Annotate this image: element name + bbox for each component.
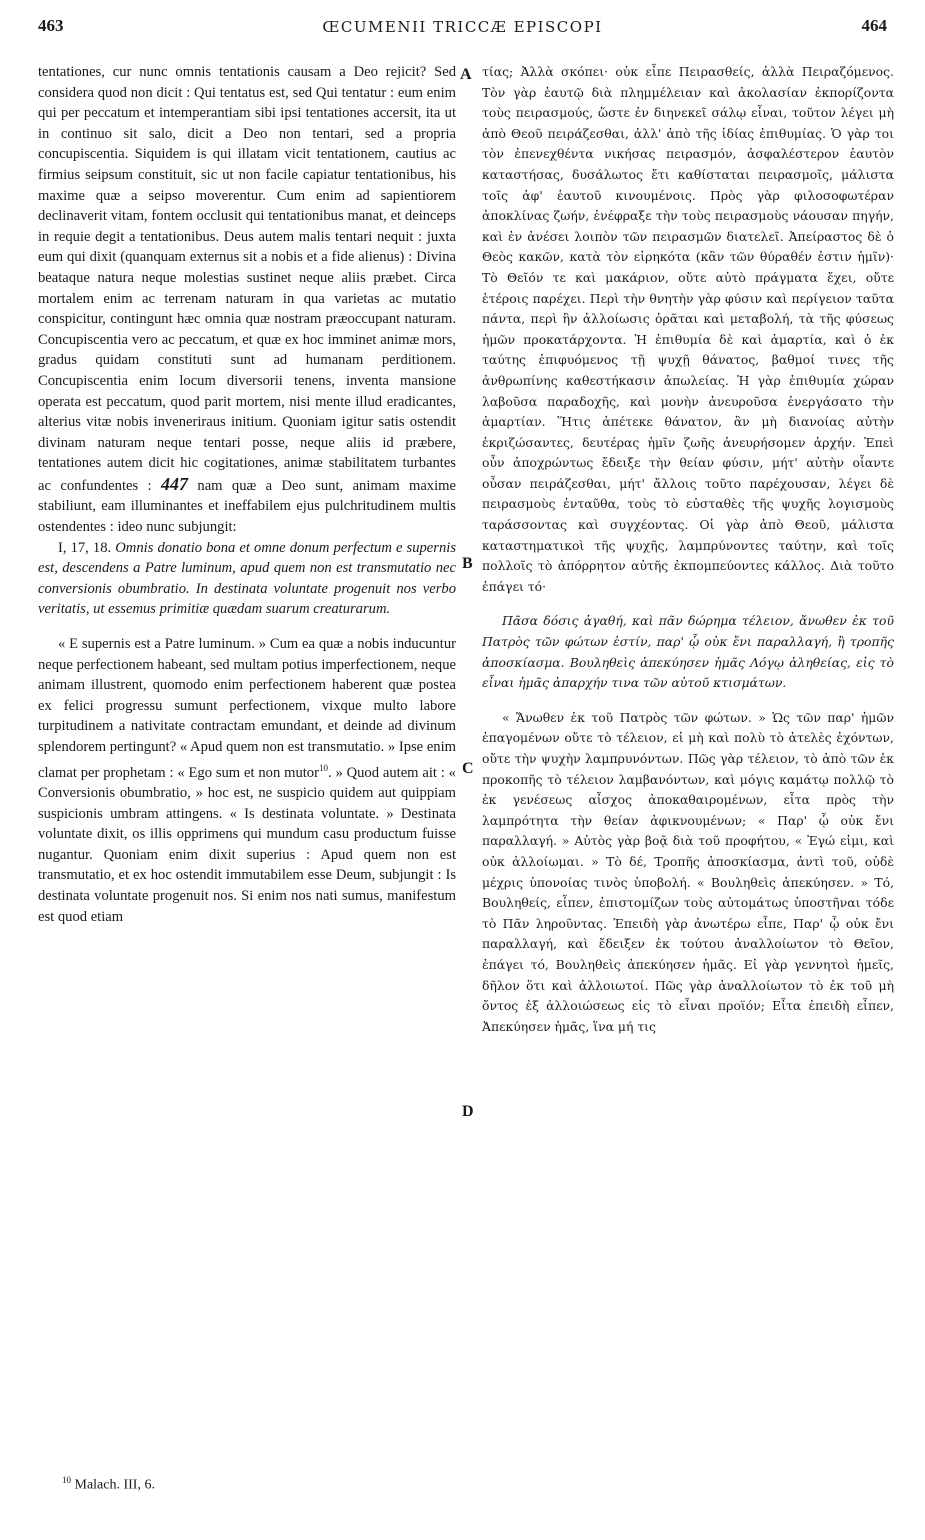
footnote — [62, 1475, 155, 1494]
latin-text-3b: . » Quod autem ait : « Conversionis obumbratio, » hoc est, ne suspicio quidem aut quippiam suspicionis umbram attingens. « Is destinata voluntate. » Destinata voluntate dixit, os illis opprimens qui mundum casu productum fuisse nugantur. Quoniam enim dixit superius : Apud quem non est transmutatio, et ex hoc ostendit immutabilem esse Deum, subjungit : Is destinata voluntate progenuit nos. Si enim nos nati sumus, manifestum est quod etiam — [38, 764, 456, 925]
latin-verse-paragraph — [38, 538, 456, 620]
latin-text-1b: nam quæ a Deo sunt, animam maxime stabiliunt, eam illuminantes et ineffabilem ejus pulchritudinem multis ostendentes : ideo nunc subjungit: — [38, 477, 456, 536]
latin-text-3a: « E supernis est a Patre luminum. » Cum ea quæ a nobis inducuntur neque perfectionem habeant, sed multam potius imperfectionem, neque animam illustrent, quomodo enim perfectionem haberent quæ postea ex felici progressu sumunt perfectionem, vixque multo labore turpitudinem a nativitate contractam emundant, et deinde ad divinum splendorem pertingunt? « Apud quem non est transmutatio. » Ipse enim clamat per prophetam : « Ego sum et non mutor — [38, 636, 456, 781]
greek-verse-text: Πᾶσα δόσις ἀγαθή, καὶ πᾶν δώρημα τέλειον, ἄνωθεν ἐκ τοῦ Πατρὸς τῶν φώτων ἐστίν, παρ' ᾧ οὐκ ἔνι παραλλαγή, ἢ τροπῆς ἀποσκίασμα. Βουληθεὶς ἀπεκύησεν ἡμᾶς Λόγῳ ἀληθείας, εἰς τὸ εἶναι ἡμᾶς ἀπαρχήν τινα τῶν αὐτοῦ κτισμάτων. — [482, 613, 894, 691]
section-marker-b: B — [462, 555, 473, 572]
section-marker-a: A — [460, 66, 472, 83]
latin-paragraph-3 — [38, 634, 456, 927]
column-number: 447 — [161, 473, 188, 494]
spacer — [482, 597, 894, 611]
spacer — [38, 620, 456, 634]
running-title: ŒCUMENII TRICCÆ EPISCOPI — [322, 18, 603, 36]
latin-paragraph-1 — [38, 62, 456, 538]
spacer — [482, 694, 894, 708]
greek-column — [482, 62, 894, 1037]
latin-column — [38, 62, 456, 927]
greek-paragraph-1: τίας; Ἀλλὰ σκόπει· οὐκ εἶπε Πειρασθείς, ἀλλὰ Πειραζόμενος. Τὸν γὰρ ἑαυτῷ διὰ πλημμέλειαν καὶ ἀκολασίαν ἐκπορίζοντα τοὺς πειρασμούς, ὥστε ἐν διηνεκεῖ σάλῳ εἶναι, τοῦτον λέγει μὴ ἀπὸ Θεοῦ πειράζεσθαι, ἀλλ' ἀπὸ τῆς ἰδίας ἐπιθυμίας. Ὁ γὰρ τοι τὸν ἐπενεχθέντα νικήσας πειρασμόν, ἀσφαλέστερον ἑαυτὸν καταστήσας, δυσάλωτος ἔτι καθίσταται πειρασμοῖς, μάλιστα τοῖς ἀφ' ἑαυτοῦ κινουμένοις. Πρὸς γὰρ φιλοσοφωτέραν ἀποκλίνας ζωήν, ἐνέφραξε τὴν τοὺς πειρασμοὺς νάουσαν πηγήν, καὶ ἐν ἀνέσει λοιπὸν τῶν πειρασμῶν διατελεῖ. Ἀπείραστος δὲ ὁ Θεὸς κακῶν, κατὰ τὸν εἰρηκότα (κἂν τῶν θύραθέν ἐστιν ἡμῖν)· Τὸ Θεῖόν τε καὶ μακάριον, οὔτε αὐτὸ πράγματα ἔχει, οὔτε ἑτέροις παρέχει. Περὶ τὴν θνητὴν γὰρ φύσιν καὶ περίγειον ταῦτα πάντα, περὶ ἣν ἀλλοίωσις ὁρᾶται καὶ μεταβολή, τὰ τῆς φύσεως ἡμῶν προκατάρχοντα. Ἡ ἐπιθυμία δὲ καὶ ἁμαρτία, καὶ ὁ ἐκ ταύτης ἐπιφυόμενος τῇ ψυχῇ θάνατος, βαθμοί τινες τῆς ἀνθρωπίνης καθεστήκασιν ἀπωλείας. Ἡ γὰρ ἐπιθυμία χώραν λαβοῦσα παραδοχῆς, καὶ μονὴν ἀνευροῦσα ἐνεργάσατο τὴν ἁμαρτίαν. Ἥτις ἀπέτεκε θάνατον, ἂν μὴ διανοίας αὐτὴν ἐκριζώσαντες, δευτέρας ἡμῖν ζωῆς ἀνευρήσομεν ἀρχήν. Ἐπεὶ οὖν ἀποχρώντως ἔδειξε τὴν θείαν φύσιν, μήτ' αὐτὴν οἷαντε οὖσαν πειράζεσθαι, μήτ' ἄλλοις τοῦτο παρέχουσαν, λέγει δὲ πειρασμοὺς ἐνταῦθα, τοὺς τὸ εὐσταθὲς τῆς ψυχῆς λογισμοὺς ταράσσοντας καὶ συγχέοντας. Οἱ γὰρ ἀπὸ Θεοῦ, μάλιστα καταστηματικοὶ τῆς ψυχῆς, λαμπρύνοντες ταύτην, καὶ τοῖς πολλοῖς τὸ ἀπόρρητον αὐτῆς ἐκπομπεύοντες κάλλος. Διὰ τοῦτο ἐπάγει τό· — [482, 64, 894, 594]
latin-text-1a: tentationes, cur nunc omnis tentationis causam a Deo rejicit? Sed considera quod non dicit : Qui tentatus est, sed Qui tentatur : eum enim qui per peccatum et intemperantiam sibi ipsi tentationes accersit, ita ut in continuo sit salo, dicit a Deo non tentari, sed a propria concupiscentia. Siquidem is qui illatam vicit tentationem, cautius ac firmius seipsum constituit, sic ut non facile capiatur tentationibus, his maxime quæ a seipso moverentur. Cum enim ad sapientiorem declinaverit vitam, fontem occlusit qui tentationibus manat, et deinceps in requie degit a tentationibus. Deus autem malis tentari nequit : juxta eum qui dixit (quanquam externus sit a nobis et a fide alienus) : Divina beataque natura neque molestias sustinet neque aliis præbet. Circa mortalem enim ac terrenam naturam in qua varietas ac mutatio conspicitur, contingunt hæc omnia quæ nostram præoccupant naturam. Concupiscentia vero ac peccatum, et quæ ex hoc imminet animæ mors, gradus quidam constituti sunt ad humanam perditionem. Concupiscentia enim locum diversorii tenens, inventa mansione operata est peccatum, quod parit mortem, nisi mente illud eradicantes, alterius vitæ nobis inveneriraus initium. Quoniam igitur satis ostendit divinam naturam neque tentari posse, neque aliis id præbere, tentationes autem dicit hic cogitationes, animæ stabilitatem turbantes ac confundentes : — [38, 64, 456, 494]
footnote-mark: 10 — [62, 1475, 71, 1485]
page-header — [0, 10, 925, 50]
section-marker-c: C — [462, 760, 474, 777]
verse-reference: I, 17, 18. — [58, 539, 112, 556]
section-marker-d: D — [462, 1103, 474, 1120]
page-number-left: 463 — [38, 16, 64, 35]
latin-verse-text: Omnis donatio bona et omne donum perfectum e supernis est, descendens a Patre luminum, apud quem non est transmutatio nec conversionis obumbratio. In destinata voluntate progenuit nos verbo veritatis, ut essemus primitiæ quædam suarum creaturarum. — [38, 539, 456, 618]
page-number-right: 464 — [861, 16, 887, 35]
footnote-reference: 10 — [318, 762, 328, 773]
footnote-text: Malach. III, 6. — [74, 1477, 155, 1493]
greek-paragraph-3: « Ἄνωθεν ἐκ τοῦ Πατρὸς τῶν φώτων. » Ὡς τῶν παρ' ἡμῶν ἐπαγομένων οὔτε τὸ τέλειον, εἰ μὴ καὶ πολὺ τὸ ἀτελὲς ἐχόντων, οὔτε τὴν ψυχὴν λαμπρυνόντων. Πῶς γὰρ τέλειον, τὸ ἀπὸ τῶν ἐκ προκοπῆς τὸ τέλειον λαμβανόντων, καὶ μόγις καμάτῳ πολλῷ τὸ ἐκ γενέσεως αἶσχος ἀποκαθαιρομένων, εἶτα πρὸς τὴν λαμπρότητα τὴν θείαν ἀφικνουμένων; « Παρ' ᾧ οὐκ ἔνι παραλλαγή. » Αὐτὸς γὰρ βοᾷ διὰ τοῦ προφήτου, « Ἐγώ εἰμι, καὶ οὐκ ἀλλοίωμαι. » Τὸ δέ, Τροπῆς ἀποσκίασμα, ἀντὶ τοῦ, οὐδὲ μέχρις ὑπονοίας τινὸς ὑποβολή. « Βουληθεὶς ἀπεκύησεν. » Τό, Βουληθείς, εἶπεν, ἐπιστομίζων τοὺς αὐτομάτως ὑποστῆναι τόδε τὸ Πᾶν ληροῦντας. Ἐπειδὴ γὰρ ἀνωτέρω εἶπε, Παρ' ᾧ οὐκ ἔνι παραλλαγή, καὶ ἔδειξεν ἐκ τούτου ἀναλλοίωτον τὸ Θεῖον, ἐπάγει τό, Βουληθεὶς ἀπεκύησεν ἡμᾶς. Εἰ γὰρ γεννητοὶ ἡμεῖς, δῆλον ὅτι καὶ ἀλλοιωτοί. Πῶς γὰρ ἀναλλοίωτον τὸ ἐκ τοῦ μὴ ὄντος ἐξ ἀλλοιώσεως εἰς τὸ εἶναι προϊόν; Εἶτα ἐπειδὴ εἶπεν, Ἀπεκύησεν ἡμᾶς, ἵνα μή τις — [482, 709, 894, 1034]
